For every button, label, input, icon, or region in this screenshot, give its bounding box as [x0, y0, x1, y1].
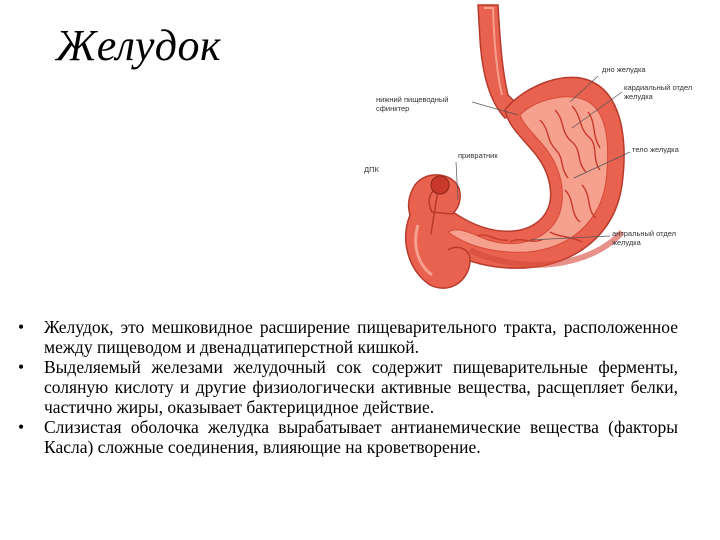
bullet-text: Выделяемый железами желудочный сок содержит пищеварительные ферменты, соляную кислоту и другие физиологически активные вещества, расщепляет белки, частично жиры, оказывает бактерицидное действие.	[44, 357, 678, 417]
page-title: Желудок	[56, 21, 222, 70]
label-fundus: дно желудка	[602, 65, 646, 74]
bullet-text: Слизистая оболочка желудка вырабатывает антианемические вещества (факторы Касла) сложные соединения, влияющие на кроветворение.	[44, 417, 678, 457]
label-sphincter-line2: сфинктер	[376, 104, 410, 113]
bullet-list	[18, 317, 678, 457]
bullet-item	[18, 417, 678, 457]
label-antrum-line1: антральный отдел	[612, 229, 677, 238]
bullet-text: Желудок, это мешковидное расширение пищеварительного тракта, расположенное между пищеводом и двенадцатиперстной кишкой.	[44, 317, 678, 357]
bullet-marker: •	[18, 417, 25, 437]
bullet-marker: •	[18, 317, 25, 337]
stomach-illustration	[360, 0, 720, 310]
label-cardia-line2: желудка	[624, 92, 653, 101]
label-body: тело желудка	[632, 145, 679, 154]
bullet-item	[18, 357, 678, 417]
bullet-marker: •	[18, 357, 25, 377]
label-sphincter-line1: нижний пищеводный	[376, 95, 449, 104]
bullet-item	[18, 317, 678, 357]
label-cardia-line1: кардиальный отдел	[624, 83, 693, 92]
label-antrum-line2: желудка	[612, 238, 641, 247]
label-dpk: ДПК	[364, 165, 379, 174]
label-pylorus: привратник	[458, 151, 498, 160]
stomach-diagram	[360, 0, 720, 310]
